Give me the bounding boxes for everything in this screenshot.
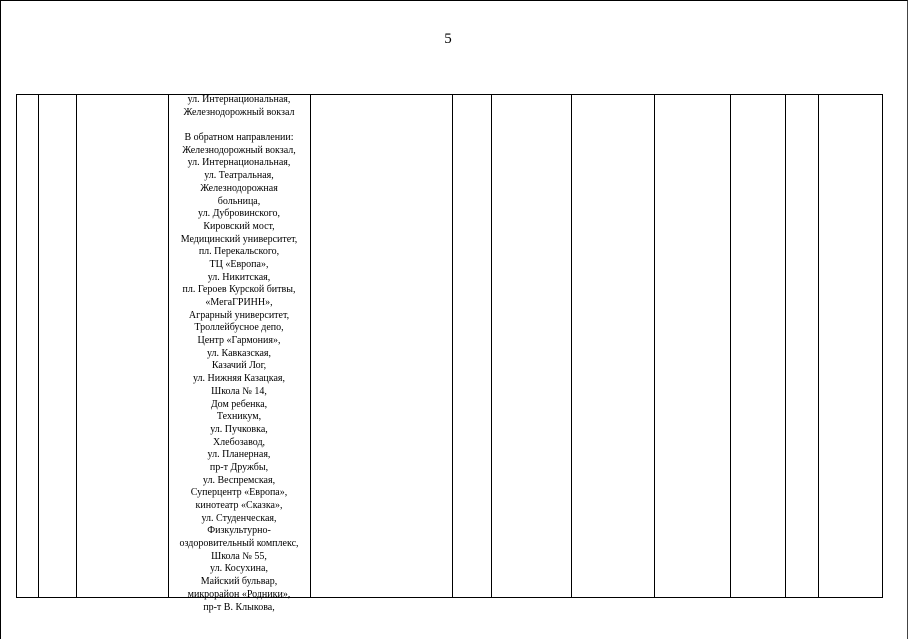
blank-line: [169, 119, 309, 132]
route-stop-line: Центр «Гармония»,: [197, 335, 281, 347]
route-stop-line: Медицинский университет,: [180, 233, 298, 245]
column-divider: [654, 94, 655, 598]
route-stop-line: Железнодорожный вокзал,: [182, 144, 296, 156]
route-stop-line: Аграрный университет,: [188, 309, 290, 321]
route-stop-line: ул. Театральная,: [204, 170, 274, 182]
route-stop-line: Дом ребенка,: [210, 398, 268, 410]
reverse-direction-heading: В обратном направлении:: [184, 132, 294, 144]
route-stop-line: Школа № 14,: [211, 385, 267, 397]
route-stop-line: Техникум,: [216, 411, 262, 423]
route-stop-line: больница,: [217, 195, 261, 207]
route-stop-line: ТЦ «Европа»,: [209, 258, 269, 270]
route-stop-line: Железнодорожная: [200, 182, 278, 194]
route-stop-line: Троллейбусное депо,: [194, 322, 284, 334]
route-stop-line: пл. Героев Курской битвы,: [182, 284, 296, 296]
column-divider: [491, 94, 492, 598]
route-stop-line: ул. Студенческая,: [201, 512, 277, 524]
page-number: 5: [444, 31, 452, 47]
route-stop-line: ул. Дубровинского,: [198, 208, 280, 220]
route-stop-line: Кировский мост,: [203, 220, 275, 232]
route-stop-line: пр-т Дружбы,: [209, 461, 269, 473]
column-divider: [785, 94, 786, 598]
column-divider: [571, 94, 572, 598]
route-stop-line: Хлебозавод,: [212, 436, 266, 448]
route-stop-line: кинотеатр «Сказка»,: [195, 500, 283, 511]
route-stop-line: Железнодорожный вокзал: [183, 106, 295, 118]
column-divider: [730, 94, 731, 598]
route-stop-line: микрорайон «Родники»,: [187, 588, 291, 600]
route-stop-line: оздоровительный комплекс,: [179, 538, 299, 550]
route-stop-line: ул. Кавказская,: [206, 347, 272, 359]
route-stop-line: ул. Планерная,: [207, 449, 271, 461]
route-stop-line: Школа № 55,: [211, 550, 267, 562]
column-divider: [76, 94, 77, 598]
route-stop-line: ул. Интернациональная,: [187, 157, 291, 169]
column-divider: [310, 94, 311, 598]
route-stop-line: пл. Перекальского,: [198, 246, 280, 258]
route-stops-cell: [169, 94, 309, 614]
column-divider: [818, 94, 819, 598]
route-stop-line: «МегаГРИНН»,: [205, 297, 273, 308]
schedule-table: [16, 94, 883, 598]
route-stop-line: Суперцентр «Европа»,: [190, 487, 288, 499]
column-divider: [38, 94, 39, 598]
route-stop-line: ул. Пучковка,: [210, 423, 268, 435]
route-stop-line: ул. Веспремская,: [202, 474, 276, 486]
route-stop-line: ул. Никитская,: [207, 271, 271, 283]
route-stop-line: Физкультурно-: [207, 525, 271, 537]
column-divider: [452, 94, 453, 598]
route-stop-line: ул. Нижняя Казацкая,: [192, 373, 286, 385]
route-stop-line: Казачий Лог,: [211, 360, 267, 372]
route-stop-line: пр-т В. Клыкова,: [203, 601, 275, 613]
route-stop-line: Майский бульвар,: [200, 576, 278, 588]
route-stop-line: ул. Косухина,: [210, 563, 268, 575]
route-stop-line: ул. Интернациональная,: [187, 94, 291, 105]
